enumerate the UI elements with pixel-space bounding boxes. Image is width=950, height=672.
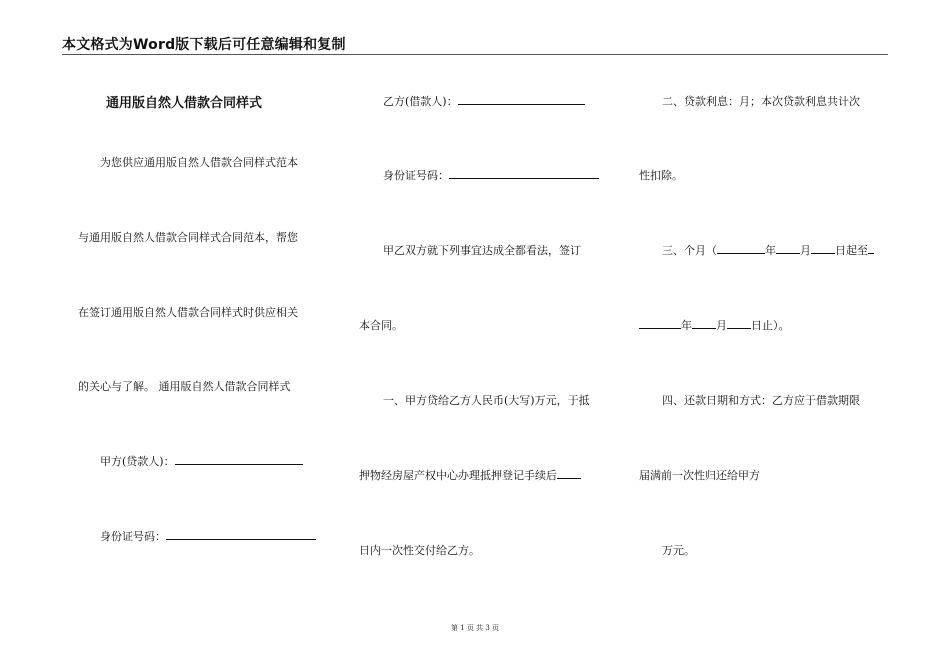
clause3-month: 月 bbox=[800, 244, 811, 257]
clause3-line-2 bbox=[639, 317, 790, 333]
lender-blank bbox=[175, 454, 303, 465]
intro-line-4: 的关心与了解。 通用版自然人借款合同样式 bbox=[78, 380, 291, 393]
document-title: 通用版自然人借款合同样式 bbox=[106, 96, 263, 111]
lender-id-blank bbox=[166, 529, 316, 540]
clause1-line-1: 一、甲方贷给乙方人民币(大写)万元，于抵 bbox=[383, 394, 590, 407]
clause2-line-2: 性扣除。 bbox=[639, 169, 683, 182]
clause3-line-1 bbox=[662, 242, 874, 258]
borrower-id-label: 身份证号码： bbox=[383, 169, 449, 182]
intro-line-1: 为您供应通用版自然人借款合同样式范本 bbox=[100, 156, 298, 169]
clause3-year2-blank bbox=[639, 318, 681, 329]
lender-field bbox=[100, 453, 303, 469]
clause1-line-2-text: 押物经房屋产权中心办理抵押登记手续后 bbox=[359, 469, 557, 482]
page-number: 第 1 页 共 3 页 bbox=[450, 624, 500, 632]
clause1-days-blank bbox=[557, 468, 581, 479]
clause3-month-blank bbox=[776, 243, 800, 254]
borrower-field bbox=[383, 93, 585, 109]
intro-line-3: 在签订通用版自然人借款合同样式时供应相关 bbox=[78, 306, 298, 319]
borrower-blank bbox=[458, 94, 585, 105]
clause3-year-blank bbox=[717, 243, 765, 254]
borrower-id-field bbox=[383, 167, 599, 183]
clause3-end: 日止）。 bbox=[751, 319, 790, 332]
lender-id-label: 身份证号码： bbox=[100, 530, 166, 543]
borrower-id-blank bbox=[449, 168, 599, 179]
agreement-line-1: 甲乙双方就下列事宜达成全都看法，签订 bbox=[383, 244, 581, 257]
clause1-line-2 bbox=[359, 467, 581, 483]
borrower-label: 乙方(借款人)： bbox=[383, 95, 458, 108]
clause1-line-3: 日内一次性交付给乙方。 bbox=[359, 544, 480, 557]
clause3-prefix: 三、个月（ bbox=[662, 244, 717, 257]
clause3-year2: 年 bbox=[681, 319, 692, 332]
clause3-day2-blank bbox=[727, 318, 751, 329]
clause3-month2: 月 bbox=[716, 319, 727, 332]
lender-label: 甲方(贷款人)： bbox=[100, 455, 175, 468]
intro-line-2: 与通用版自然人借款合同样式合同范本，帮您 bbox=[78, 231, 298, 244]
page-header bbox=[62, 33, 888, 55]
header-banner-text: 本文格式为Word版下载后可任意编辑和复制 bbox=[62, 37, 346, 53]
clause3-tail-blank bbox=[868, 243, 874, 254]
clause3-day-to: 日起至 bbox=[835, 244, 868, 257]
clause4-line-2: 届满前一次性归还给甲方 bbox=[639, 469, 760, 482]
clause3-month2-blank bbox=[692, 318, 716, 329]
clause3-day-blank bbox=[811, 243, 835, 254]
clause2-line-1: 二、贷款利息：月；本次贷款利息共计次 bbox=[662, 95, 860, 108]
clause4-line-1: 四、还款日期和方式：乙方应于借款期限 bbox=[662, 394, 860, 407]
lender-id-field bbox=[100, 528, 316, 544]
clause4-line-3: 万元。 bbox=[662, 544, 695, 557]
agreement-line-2: 本合同。 bbox=[359, 319, 403, 332]
clause3-year: 年 bbox=[765, 244, 776, 257]
